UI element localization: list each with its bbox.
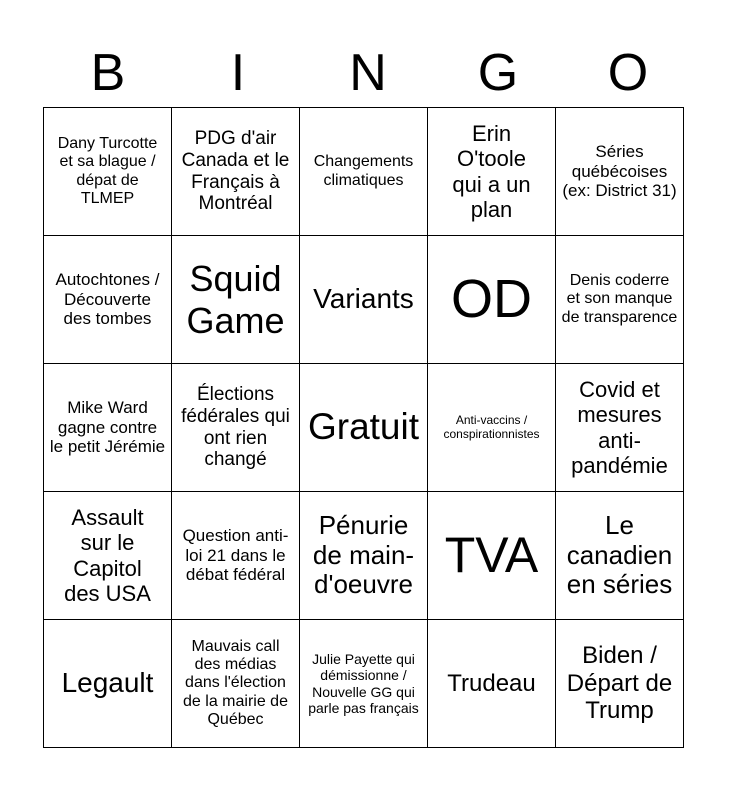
header-letter-g: G [477,44,519,102]
cell-text: Le canadien en séries [566,509,673,600]
cell-text: Élections fédérales qui ont rien changé [181,383,290,471]
bingo-cell[interactable] [172,236,300,364]
grid-row-2 [44,236,684,364]
header-letter-i: I [230,44,246,102]
cell-text: Squid Game [186,258,285,341]
bingo-cell[interactable] [300,364,428,492]
bingo-cell[interactable] [300,620,428,748]
cell-text: Erin O'toole qui a un plan [452,120,531,222]
bingo-cell[interactable] [172,620,300,748]
bingo-cell[interactable] [172,492,300,620]
grid-row-1 [44,108,684,236]
cell-text: PDG d'air Canada et le Français à Montréal [181,127,290,215]
header-letter-b: B [90,44,126,102]
bingo-cell[interactable] [300,236,428,364]
grid-row-5 [44,620,684,748]
bingo-cell[interactable] [44,620,172,748]
cell-text: Anti-vaccins / conspirationnistes [443,412,540,441]
cell-text: Covid et mesures anti-pandémie [571,376,668,478]
header-letter-o: O [607,44,649,102]
cell-text: Assault sur le Capitol des USA [64,504,151,606]
bingo-cell[interactable] [172,108,300,236]
bingo-cell[interactable] [300,108,428,236]
bingo-header [43,40,693,106]
bingo-cell[interactable] [556,492,684,620]
bingo-cell[interactable] [428,236,556,364]
header-letter-n: N [349,44,387,102]
cell-text: OD [451,269,532,330]
cell-text: TVA [444,526,539,583]
bingo-cell[interactable] [172,364,300,492]
cell-text: Séries québécoises (ex: District 31) [562,142,677,201]
bingo-cell[interactable] [44,236,172,364]
cell-text: Question anti-loi 21 dans le débat fédéral [182,526,289,585]
cell-text: Trudeau [447,669,536,697]
cell-text: Biden / Départ de Trump [566,642,673,725]
cell-text: Variants [313,283,414,315]
bingo-cell[interactable] [44,108,172,236]
bingo-cell[interactable] [556,364,684,492]
cell-text: Pénurie de main-d'oeuvre [312,509,415,600]
bingo-cell[interactable] [556,236,684,364]
bingo-cell[interactable] [428,492,556,620]
grid-row-4 [44,492,684,620]
cell-text: Dany Turcotte et sa blague / dépat de TLMEP [57,134,158,207]
bingo-cell[interactable] [300,492,428,620]
cell-text: Mauvais call des médias dans l'élection de la mairie de Québec [183,637,288,729]
bingo-cell[interactable] [44,492,172,620]
bingo-cell[interactable] [428,108,556,236]
cell-text: Gratuit [307,406,420,448]
grid-row-3 [44,364,684,492]
bingo-cell[interactable] [556,108,684,236]
cell-text: Julie Payette qui démissionne / Nouvelle GG qui parle pas français [308,651,419,716]
cell-text: Legault [61,667,154,699]
bingo-cell[interactable] [556,620,684,748]
bingo-cell[interactable] [428,620,556,748]
cell-text: Denis coderre et son manque de transparence [561,271,678,326]
cell-text: Mike Ward gagne contre le petit Jérémie [49,398,166,457]
bingo-cell[interactable] [428,364,556,492]
bingo-cell[interactable] [44,364,172,492]
cell-text: Changements climatiques [313,153,414,189]
cell-text: Autochtones / Découverte des tombes [55,270,160,329]
bingo-grid [43,107,684,748]
